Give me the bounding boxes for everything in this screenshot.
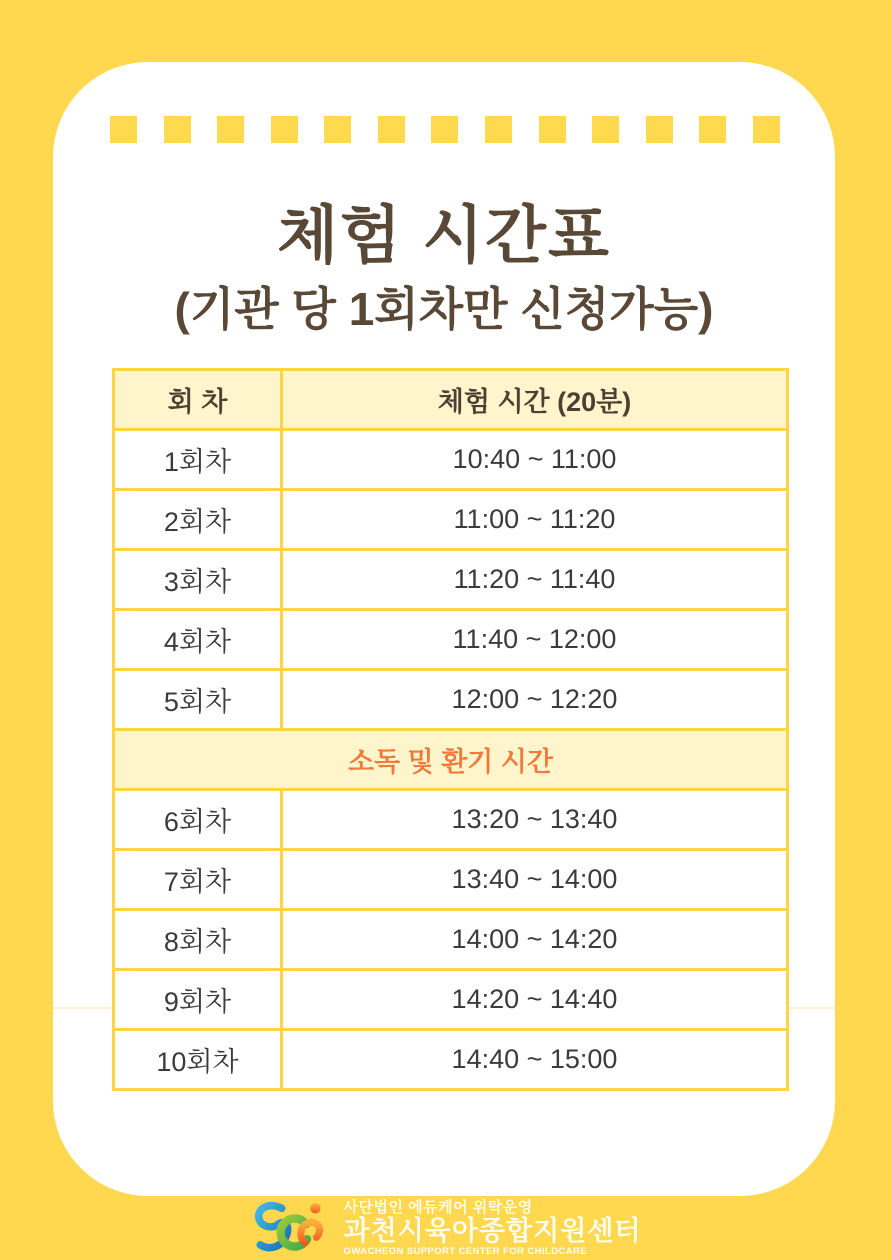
- time-cell: 14:20 ~ 14:40: [282, 970, 788, 1030]
- org-name-label: 과천시육아종합지원센터: [343, 1215, 642, 1246]
- table-row: [114, 490, 788, 550]
- time-cell: 12:00 ~ 12:20: [282, 670, 788, 730]
- table-row: [114, 670, 788, 730]
- schedule-table: [112, 368, 789, 1091]
- session-cell: 7회차: [114, 850, 282, 910]
- dash-square: [431, 116, 458, 143]
- center-logo-icon: [250, 1199, 334, 1257]
- table-row: [114, 550, 788, 610]
- dash-square: [753, 116, 780, 143]
- dash-square: [324, 116, 351, 143]
- dash-square: [592, 116, 619, 143]
- table-row: [114, 850, 788, 910]
- time-cell: 11:40 ~ 12:00: [282, 610, 788, 670]
- dash-square: [217, 116, 244, 143]
- time-cell: 14:00 ~ 14:20: [282, 910, 788, 970]
- org-name-english-label: GWACHEON SUPPORT CENTER FOR CHILDCARE: [343, 1245, 587, 1257]
- time-cell: 14:40 ~ 15:00: [282, 1030, 788, 1090]
- dash-square: [110, 116, 137, 143]
- table-row: [114, 430, 788, 490]
- table-row: [114, 970, 788, 1030]
- session-cell: 9회차: [114, 970, 282, 1030]
- table-row: [114, 610, 788, 670]
- session-cell: 10회차: [114, 1030, 282, 1090]
- break-label: 소독 및 환기 시간: [114, 730, 788, 790]
- time-cell: 10:40 ~ 11:00: [282, 430, 788, 490]
- table-row: [114, 790, 788, 850]
- time-cell: 13:20 ~ 13:40: [282, 790, 788, 850]
- session-cell: 4회차: [114, 610, 282, 670]
- dash-square: [485, 116, 512, 143]
- time-cell: 11:00 ~ 11:20: [282, 490, 788, 550]
- time-cell: 11:20 ~ 11:40: [282, 550, 788, 610]
- dash-square: [164, 116, 191, 143]
- dash-square: [271, 116, 298, 143]
- session-cell: 2회차: [114, 490, 282, 550]
- session-cell: 3회차: [114, 550, 282, 610]
- dash-square: [378, 116, 405, 143]
- table-header-row: [114, 370, 788, 430]
- session-cell: 8회차: [114, 910, 282, 970]
- session-cell: 5회차: [114, 670, 282, 730]
- dashed-square-row: [110, 116, 780, 143]
- dash-square: [539, 116, 566, 143]
- session-cell: 6회차: [114, 790, 282, 850]
- break-row: [114, 730, 788, 790]
- header-time: 체험 시간 (20분): [282, 370, 788, 430]
- table-row: [114, 910, 788, 970]
- table-row: [114, 1030, 788, 1090]
- footer-org-text: [344, 1199, 642, 1258]
- org-type-label: 사단법인 에듀케어 위탁운영: [343, 1198, 533, 1216]
- page-subtitle: (기관 당 1회차만 신청가능): [174, 283, 714, 335]
- footer: [0, 1196, 891, 1260]
- session-cell: 1회차: [114, 430, 282, 490]
- dash-square: [646, 116, 673, 143]
- header-session: 회 차: [114, 370, 282, 430]
- time-cell: 13:40 ~ 14:00: [282, 850, 788, 910]
- dash-square: [699, 116, 726, 143]
- page-title: 체험 시간표: [277, 201, 611, 271]
